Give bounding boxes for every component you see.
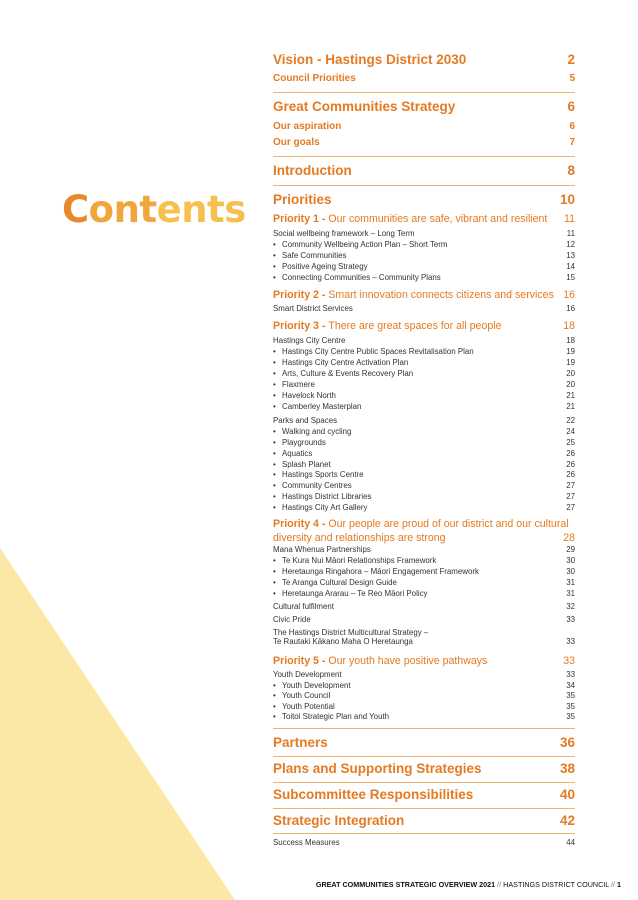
- toc-page: 18: [566, 336, 575, 345]
- toc-label: • Walking and cycling: [273, 427, 351, 436]
- toc-page: 26: [566, 459, 575, 469]
- toc-label: • Arts, Culture & Events Recovery Plan: [273, 369, 413, 378]
- toc-page: 13: [566, 251, 575, 260]
- toc-label: • Safe Communities: [273, 251, 346, 260]
- toc-entry-success-measures[interactable]: [273, 838, 575, 847]
- toc-label: The Hastings District Multicultural Strategy –: [273, 628, 429, 637]
- toc-subitem[interactable]: [273, 380, 575, 391]
- toc-label: Great Communities Strategy: [273, 99, 456, 114]
- toc-label: Partners: [273, 735, 328, 750]
- toc-label: • Camberley Masterplan: [273, 402, 361, 411]
- toc-subitem[interactable]: [273, 481, 575, 492]
- toc-page: 40: [559, 787, 575, 802]
- footer-document-title: GREAT COMMUNITIES STRATEGIC OVERVIEW 2021: [315, 880, 496, 889]
- toc-label: • Toitoi Strategic Plan and Youth: [273, 712, 389, 721]
- toc-page: 11: [566, 229, 575, 238]
- toc-label: • Community Centres: [273, 481, 352, 490]
- toc-subitem[interactable]: [273, 369, 575, 380]
- toc-label: • Aquatics: [273, 449, 312, 458]
- toc-entry-cultural-fulfilment[interactable]: [273, 602, 575, 611]
- toc-page: 32: [566, 602, 575, 611]
- toc-label: Cultural fulfilment: [273, 602, 334, 611]
- toc-page: 27: [566, 492, 575, 502]
- toc-label: Our goals: [273, 137, 320, 148]
- priority-2-items: [273, 304, 575, 315]
- toc-entry-priority-3[interactable]: [273, 320, 575, 332]
- page-footer: [316, 880, 621, 889]
- toc-label: • Hastings Sports Centre: [273, 470, 364, 479]
- footer-page-number: 1: [617, 880, 621, 889]
- toc-label: Vision - Hastings District 2030: [273, 52, 467, 67]
- toc-page: 24: [566, 426, 575, 436]
- toc-entry-our-goals[interactable]: [273, 137, 575, 148]
- toc-subitem[interactable]: [273, 589, 575, 600]
- toc-page: 16: [566, 304, 575, 313]
- toc-label: • Positive Ageing Strategy: [273, 262, 368, 271]
- toc-item[interactable]: [273, 670, 575, 681]
- toc-label: Youth Development: [273, 670, 342, 679]
- toc-entry-strategic-integration[interactable]: [273, 813, 575, 828]
- priority-label: Priority 4 -: [273, 518, 329, 530]
- toc-subitem[interactable]: [273, 691, 575, 702]
- toc-entry-great-communities-strategy[interactable]: [273, 99, 575, 114]
- toc-label: • Te Kura Nui Māori Relationships Framework: [273, 556, 436, 565]
- priority-3-items-city: [273, 336, 575, 413]
- toc-item[interactable]: [273, 416, 575, 427]
- toc-entry-priority-4-cont[interactable]: [273, 532, 575, 544]
- toc-page: 19: [566, 347, 575, 356]
- footer-separator: //: [611, 880, 615, 889]
- toc-label: Smart District Services: [273, 304, 353, 313]
- toc-subitem[interactable]: [273, 427, 575, 438]
- toc-page: 20: [566, 380, 575, 389]
- toc-entry-priority-5[interactable]: [273, 655, 575, 667]
- divider: [273, 92, 575, 93]
- toc-subitem[interactable]: [273, 240, 575, 251]
- toc-page: 5: [569, 73, 575, 84]
- toc-entry-vision[interactable]: [273, 52, 575, 67]
- toc-subitem[interactable]: [273, 391, 575, 402]
- toc-page: 10: [559, 192, 575, 207]
- toc-page: 34: [566, 680, 575, 690]
- toc-label: • Playgrounds: [273, 438, 326, 447]
- toc-label: Priorities: [273, 192, 332, 207]
- toc-label: • Youth Potential: [273, 702, 335, 711]
- toc-entry-civic-pride[interactable]: [273, 615, 575, 624]
- toc-page: 7: [569, 137, 575, 148]
- toc-subitem[interactable]: [273, 712, 575, 723]
- toc-page: 31: [566, 578, 575, 587]
- divider: [273, 833, 575, 834]
- divider: [273, 782, 575, 783]
- toc-page: 22: [566, 416, 575, 425]
- toc-page: 8: [567, 163, 575, 178]
- toc-subitem[interactable]: [273, 492, 575, 503]
- divider: [273, 156, 575, 157]
- toc-subitem[interactable]: [273, 503, 575, 514]
- toc-page: 2: [567, 52, 575, 67]
- toc-label: Civic Pride: [273, 615, 311, 624]
- toc-page: 15: [566, 273, 575, 282]
- toc-subitem[interactable]: [273, 273, 575, 284]
- toc-entry-partners[interactable]: [273, 735, 575, 750]
- toc-page: 21: [566, 391, 575, 400]
- toc-entry-council-priorities[interactable]: [273, 73, 575, 84]
- priority-3-items-parks: [273, 416, 575, 514]
- toc-page: 29: [566, 545, 575, 554]
- toc-subitem[interactable]: [273, 681, 575, 692]
- toc-label: Te Rautaki Kākano Maha O Heretaunga: [273, 637, 413, 646]
- toc-page: 33: [563, 655, 575, 667]
- toc-entry-priority-2[interactable]: [273, 289, 575, 301]
- toc-subitem[interactable]: [273, 402, 575, 413]
- priority-text: Smart innovation connects citizens and services: [328, 289, 554, 301]
- toc-label: • Hastings City Centre Activation Plan: [273, 358, 408, 367]
- toc-page: 28: [563, 532, 575, 544]
- toc-page: 14: [566, 262, 575, 271]
- toc-page: 44: [566, 838, 575, 847]
- footer-separator: //: [497, 880, 502, 889]
- priority-text: Our people are proud of our district and our cultural: [328, 518, 569, 530]
- toc-page: 33: [566, 615, 575, 624]
- toc-subitem[interactable]: [273, 449, 575, 460]
- toc-page: 31: [566, 589, 575, 598]
- toc-label: • Hastings District Libraries: [273, 492, 371, 501]
- toc-page: 26: [566, 470, 575, 480]
- priority-text: Our youth have positive pathways: [328, 655, 488, 667]
- toc-subitem[interactable]: [273, 438, 575, 449]
- toc-label: • Community Wellbeing Action Plan – Short Term: [273, 240, 448, 249]
- toc-page: 19: [566, 358, 575, 367]
- priority-label: Priority 1 -: [273, 213, 329, 225]
- toc-entry-subcommittee-responsibilities[interactable]: [273, 787, 575, 802]
- toc-entry-priority-4[interactable]: [273, 518, 575, 530]
- toc-label: Success Measures: [273, 838, 340, 847]
- toc-label: Introduction: [273, 163, 352, 178]
- toc-page: 12: [566, 240, 575, 249]
- priority-4-items: [273, 545, 575, 600]
- toc-subitem[interactable]: [273, 567, 575, 578]
- toc-page: 36: [559, 735, 575, 750]
- divider: [273, 185, 575, 186]
- toc-label: Council Priorities: [273, 73, 356, 84]
- priority-5-items: [273, 670, 575, 723]
- toc-page: 42: [559, 813, 575, 828]
- toc-label: • Te Aranga Cultural Design Guide: [273, 578, 397, 587]
- toc-page: 26: [566, 448, 575, 458]
- toc-page: 35: [566, 691, 575, 701]
- toc-item[interactable]: [273, 304, 575, 315]
- toc-page: 30: [566, 567, 575, 576]
- priority-text: There are great spaces for all people: [328, 320, 502, 332]
- toc-subitem[interactable]: [273, 460, 575, 471]
- priority-text: diversity and relationships are strong: [273, 532, 446, 544]
- toc-page: 25: [566, 437, 575, 447]
- toc-label: • Flaxmere: [273, 380, 315, 389]
- toc-label: Social wellbeing framework – Long Term: [273, 229, 415, 238]
- priority-label: Priority 5 -: [273, 655, 329, 667]
- footer-organisation: HASTINGS DISTRICT COUNCIL: [503, 880, 609, 889]
- priority-label: Priority 2 -: [273, 289, 329, 301]
- toc-entry-multicultural-strategy[interactable]: [273, 628, 575, 646]
- toc-page: 21: [566, 402, 575, 411]
- toc-item[interactable]: [273, 336, 575, 347]
- toc-label: Subcommittee Responsibilities: [273, 787, 474, 802]
- toc-page: 33: [566, 670, 575, 679]
- toc-page: 11: [564, 213, 575, 225]
- toc-label: • Heretaunga Ararau – Te Reo Māori Policy: [273, 589, 427, 598]
- toc-label: • Heretaunga Ringahora – Māori Engagement Framework: [273, 567, 479, 576]
- toc-entry-introduction[interactable]: [273, 163, 575, 178]
- toc-subitem[interactable]: [273, 347, 575, 358]
- toc-label: Parks and Spaces: [273, 416, 338, 425]
- toc-page: 35: [566, 712, 575, 722]
- toc-label: • Splash Planet: [273, 460, 331, 469]
- toc-item[interactable]: [273, 545, 575, 556]
- toc-label: Plans and Supporting Strategies: [273, 761, 482, 776]
- toc-label: • Hastings City Centre Public Spaces Revitalisation Plan: [273, 347, 474, 356]
- toc-label: Our aspiration: [273, 121, 342, 132]
- divider: [273, 756, 575, 757]
- toc-label: • Havelock North: [273, 391, 336, 400]
- toc-page: 18: [563, 320, 575, 332]
- divider: [273, 728, 575, 729]
- toc-entry-priority-1[interactable]: [273, 213, 575, 225]
- toc-label: • Youth Development: [273, 681, 351, 690]
- toc-subitem[interactable]: [273, 358, 575, 369]
- toc-subitem[interactable]: [273, 262, 575, 273]
- toc-label: Hastings City Centre: [273, 336, 346, 345]
- toc-page: 38: [559, 761, 575, 776]
- toc-subitem[interactable]: [273, 578, 575, 589]
- priority-1-items: [273, 229, 575, 284]
- toc-page: 16: [563, 289, 575, 301]
- toc-label: • Youth Council: [273, 691, 330, 700]
- toc-page: 27: [566, 503, 575, 513]
- toc-entry-our-aspiration[interactable]: [273, 121, 575, 132]
- toc-label: Strategic Integration: [273, 813, 405, 828]
- divider: [273, 808, 575, 809]
- toc-page: 27: [566, 481, 575, 491]
- priority-label: Priority 3 -: [273, 320, 329, 332]
- toc-entry-priorities[interactable]: [273, 192, 575, 207]
- toc-page: 6: [569, 121, 575, 132]
- toc-page: 35: [566, 701, 575, 711]
- toc-page: 20: [566, 369, 575, 378]
- toc-page: 30: [566, 556, 575, 565]
- toc-subitem[interactable]: [273, 556, 575, 567]
- toc-subitem[interactable]: [273, 470, 575, 481]
- toc-label: • Hastings City Art Gallery: [273, 503, 368, 512]
- toc-subitem[interactable]: [273, 251, 575, 262]
- toc-entry-plans-and-supporting-strategies[interactable]: [273, 761, 575, 776]
- contents-heading: Contents: [62, 188, 246, 231]
- priority-text: Our communities are safe, vibrant and resilient: [328, 213, 548, 225]
- toc-page: 33: [566, 637, 575, 646]
- toc-item[interactable]: [273, 229, 575, 240]
- toc-page: 6: [567, 99, 575, 114]
- toc-subitem[interactable]: [273, 702, 575, 713]
- toc-label: Mana Whenua Partnerships: [273, 545, 371, 554]
- toc-label: • Connecting Communities – Community Plans: [273, 273, 441, 282]
